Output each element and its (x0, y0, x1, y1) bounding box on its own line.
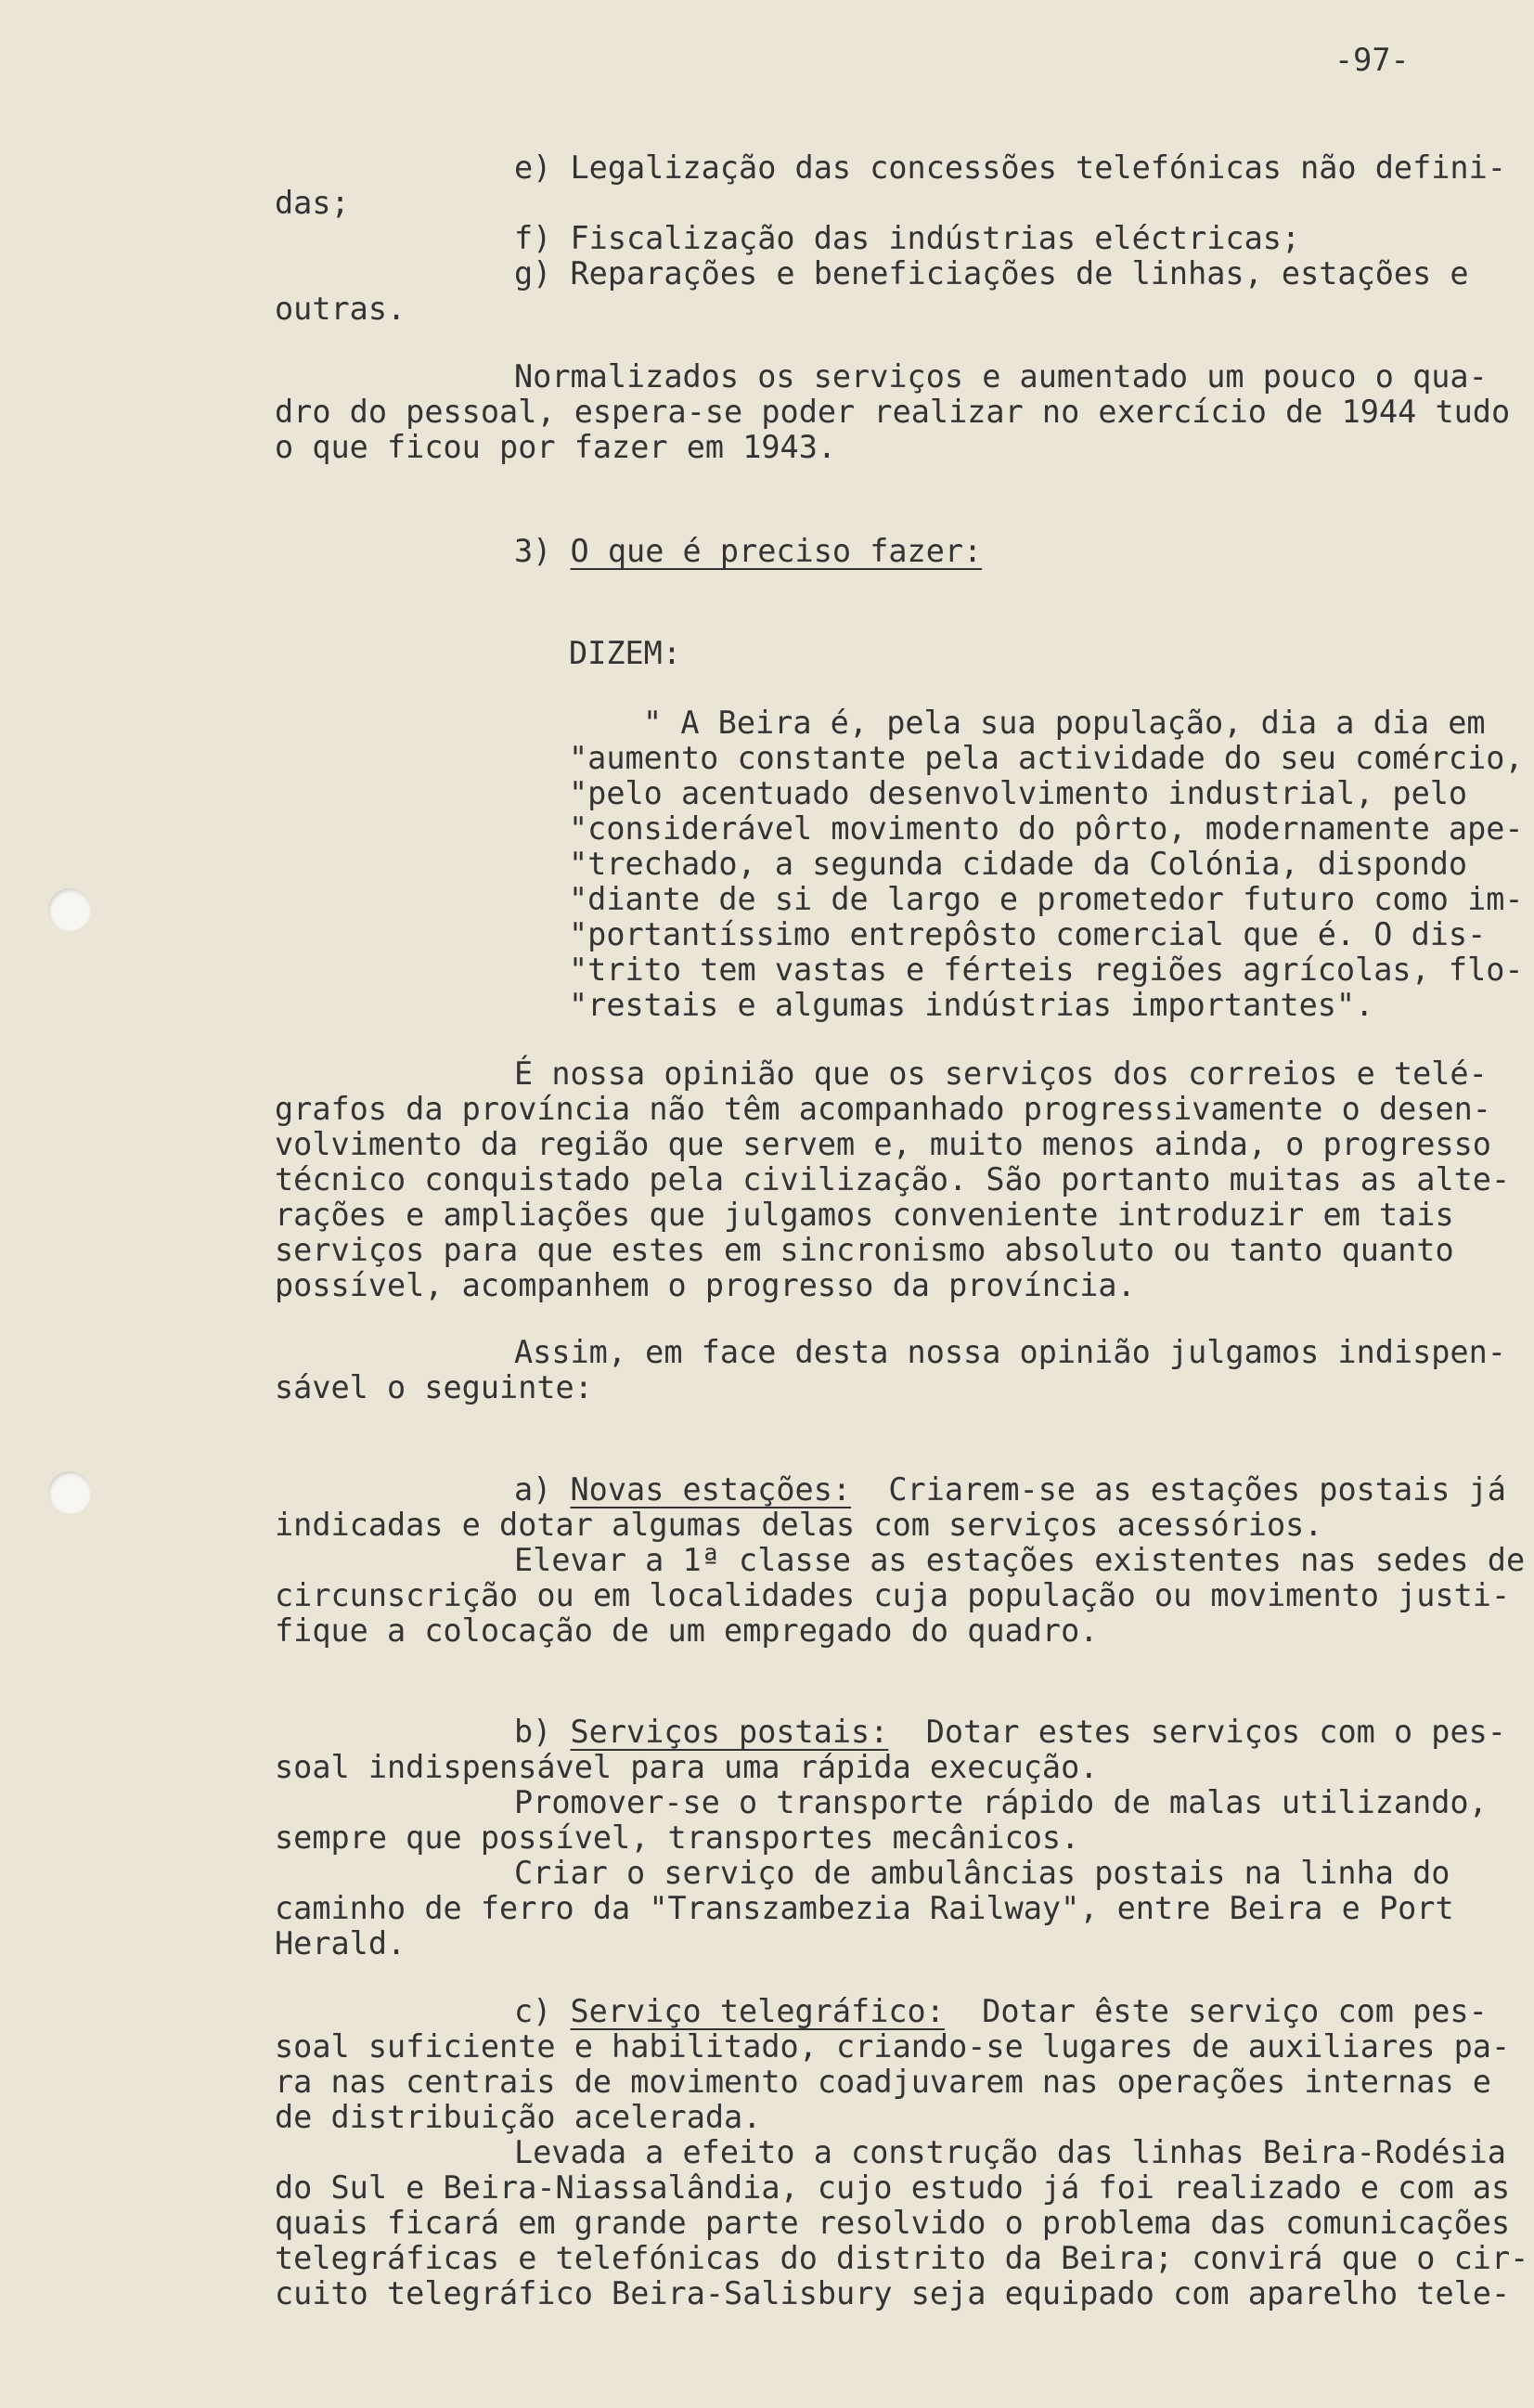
opiniao-line-7: possível, acompanhem o progresso da província. (275, 1267, 1136, 1303)
normalizados-line-2: dro do pessoal, espera-se poder realizar no exercício de 1944 tudo (275, 394, 1511, 430)
assim-line-2: sável o seguinte: (275, 1369, 593, 1405)
punch-hole-top (48, 888, 91, 931)
item-e-line-2: das; (275, 185, 350, 221)
quote-line-5: "trechado, a segunda cidade da Colónia, dispondo (569, 846, 1468, 882)
item-b-heading (514, 1716, 1506, 1748)
item-c-line-9: cuito telegráfico Beira-Salisbury seja equipado com aparelho tele- (275, 2275, 1511, 2311)
item-c-line-5: Levada a efeito a construção das linhas Beira-Rodésia (514, 2134, 1506, 2170)
quote-line-2: "aumento constante pela actividade do seu comércio, (569, 740, 1524, 776)
punch-hole-bottom (48, 1471, 91, 1514)
dizem-label: DIZEM: (569, 635, 682, 671)
opiniao-line-1: É nossa opinião que os serviços dos correios e telé- (514, 1055, 1488, 1092)
opiniao-line-6: serviços para que estes em sincronismo absoluto ou tanto quanto (275, 1232, 1454, 1268)
item-a-prefix: a) (514, 1471, 552, 1508)
item-b-line-7: Herald. (275, 1925, 406, 1961)
quote-line-3: "pelo acentuado desenvolvimento industrial, pelo (569, 775, 1468, 811)
item-a-line-5: fique a colocação de um empregado do quadro. (275, 1612, 1099, 1649)
item-c-line-7: quais ficará em grande parte resolvido o problema das comunicações (275, 2205, 1511, 2241)
item-a-line-2: indicadas e dotar algumas delas com serviços acessórios. (275, 1507, 1323, 1543)
item-a-heading (514, 1471, 1506, 1508)
item-a-line-3: Elevar a 1ª classe as estações existentes nas sedes de (514, 1542, 1526, 1578)
item-b-line-2: soal indispensável para uma rápida execução. (275, 1749, 1099, 1785)
item-a-title: Novas estações: (570, 1471, 852, 1508)
item-g-line-1: g) Reparações e beneficiações de linhas, estações e (514, 255, 1469, 291)
item-b-line-4: sempre que possível, transportes mecânicos. (275, 1819, 1080, 1856)
quote-line-1: " A Beira é, pela sua população, dia a dia em (643, 705, 1486, 741)
item-b-line-6: caminho de ferro da "Transzambezia Railway", entre Beira e Port (275, 1890, 1454, 1926)
quote-line-6: "diante de si de largo e prometedor futuro como im- (569, 881, 1524, 917)
quote-line-9: "restais e algumas indústrias importantes". (569, 987, 1374, 1023)
item-c-text: Dotar êste serviço com pes- (982, 1993, 1488, 2029)
section-title: O que é preciso fazer: (570, 533, 983, 569)
item-c-line-2: soal suficiente e habilitado, criando-se lugares de auxiliares pa- (275, 2028, 1511, 2065)
normalizados-line-1: Normalizados os serviços e aumentado um pouco o qua- (514, 358, 1488, 395)
item-c-heading (514, 1993, 1488, 2029)
section-number: 3) (514, 533, 552, 569)
page-number: -97- (1334, 42, 1410, 78)
item-g-line-2: outras. (275, 291, 406, 327)
item-c-title: Serviço telegráfico: (570, 1993, 945, 2029)
opiniao-line-5: rações e ampliações que julgamos conveniente introduzir em tais (275, 1197, 1454, 1233)
item-b-line-3: Promover-se o transporte rápido de malas utilizando, (514, 1784, 1488, 1820)
item-c-line-6: do Sul e Beira-Niassalândia, cujo estudo já foi realizado e com as (275, 2169, 1511, 2206)
item-e-line-1: e) Legalização das concessões telefónicas não defini- (514, 149, 1506, 186)
opiniao-line-3: volvimento da região que servem e, muito menos ainda, o progresso (275, 1126, 1491, 1162)
item-b-line-5: Criar o serviço de ambulâncias postais na linha do (514, 1855, 1450, 1891)
quote-line-7: "portantíssimo entrepôsto comercial que é. O dis- (569, 916, 1487, 952)
item-f: f) Fiscalização das indústrias eléctricas; (514, 220, 1301, 256)
item-c-line-4: de distribuição acelerada. (275, 2099, 762, 2135)
quote-line-4: "considerável movimento do pôrto, modernamente ape- (569, 810, 1524, 847)
quote-line-8: "trito tem vastas e férteis regiões agrícolas, flo- (569, 952, 1524, 988)
item-c-line-3: ra nas centrais de movimento coadjuvarem nas operações internas e (275, 2064, 1491, 2100)
item-b-title: Serviços postais: (570, 1714, 889, 1750)
item-b-prefix: b) (514, 1714, 552, 1750)
section-heading (514, 533, 983, 569)
item-b-text: Dotar estes serviços com o pes- (925, 1714, 1506, 1750)
normalizados-line-3: o que ficou por fazer em 1943. (275, 429, 837, 465)
opiniao-line-2: grafos da província não têm acompanhado progressivamente o desen- (275, 1091, 1491, 1127)
assim-line-1: Assim, em face desta nossa opinião julgamos indispen- (514, 1334, 1506, 1370)
item-c-line-8: telegráficas e telefónicas do distrito da Beira; convirá que o cir- (275, 2240, 1529, 2276)
item-a-text: Criarem-se as estações postais já (888, 1471, 1506, 1508)
item-a-line-4: circunscrição ou em localidades cuja população ou movimento justi- (275, 1577, 1511, 1613)
item-c-prefix: c) (514, 1993, 552, 2029)
opiniao-line-4: técnico conquistado pela civilização. São portanto muitas as alte- (275, 1161, 1511, 1198)
